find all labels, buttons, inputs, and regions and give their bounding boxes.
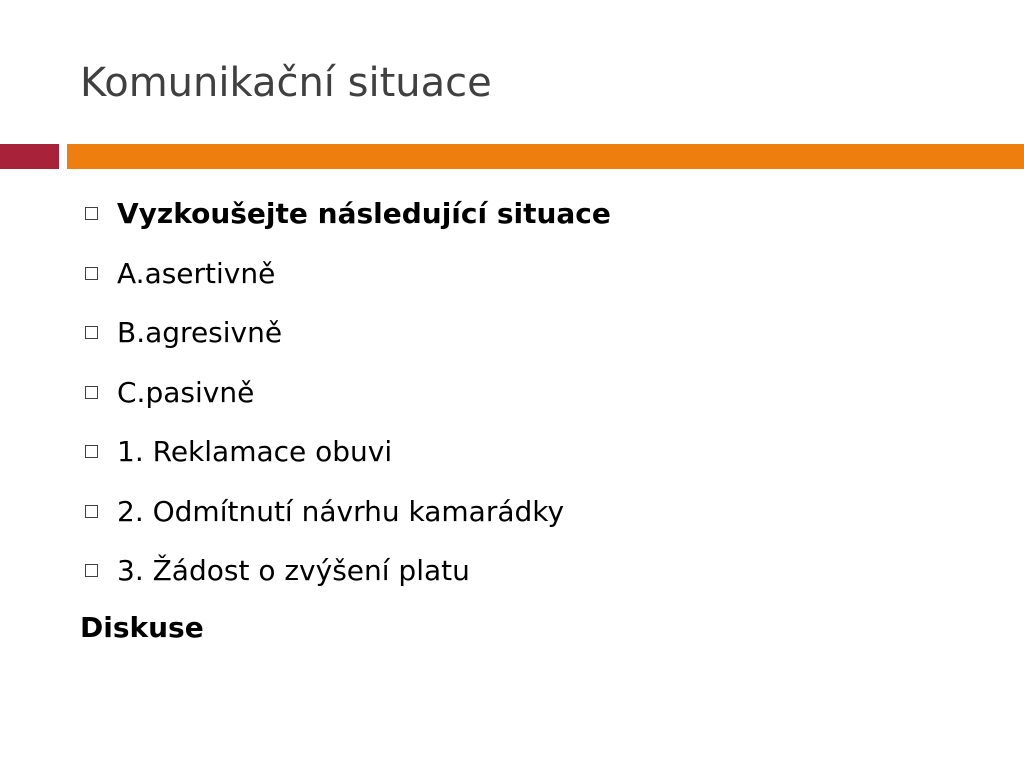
list-item (80, 482, 611, 542)
square-bullet-icon (85, 505, 98, 518)
accent-bar-main (67, 144, 1024, 169)
square-bullet-icon (85, 445, 98, 458)
square-bullet-icon (85, 207, 98, 220)
list-item-text: C.pasivně (117, 375, 255, 409)
list-item (80, 422, 611, 482)
list-item-text: 1. Reklamace obuvi (117, 435, 393, 469)
bullet-list (80, 184, 611, 601)
square-bullet-icon (85, 267, 98, 280)
list-item-text: Vyzkoušejte následující situace (117, 197, 611, 231)
list-item (80, 184, 611, 244)
square-bullet-icon (85, 564, 98, 577)
list-item-text: 3. Žádost o zvýšení platu (117, 554, 470, 588)
list-item-text: A.asertivně (117, 256, 276, 290)
slide-title: Komunikační situace (80, 60, 492, 106)
square-bullet-icon (85, 326, 98, 339)
list-item (80, 244, 611, 304)
discussion-label: Diskuse (80, 611, 204, 644)
list-item (80, 363, 611, 423)
square-bullet-icon (85, 386, 98, 399)
accent-bar-left (0, 144, 59, 169)
list-item (80, 541, 611, 601)
list-item-text: B.agresivně (117, 316, 283, 350)
list-item-text: 2. Odmítnutí návrhu kamarádky (117, 494, 565, 528)
list-item (80, 303, 611, 363)
